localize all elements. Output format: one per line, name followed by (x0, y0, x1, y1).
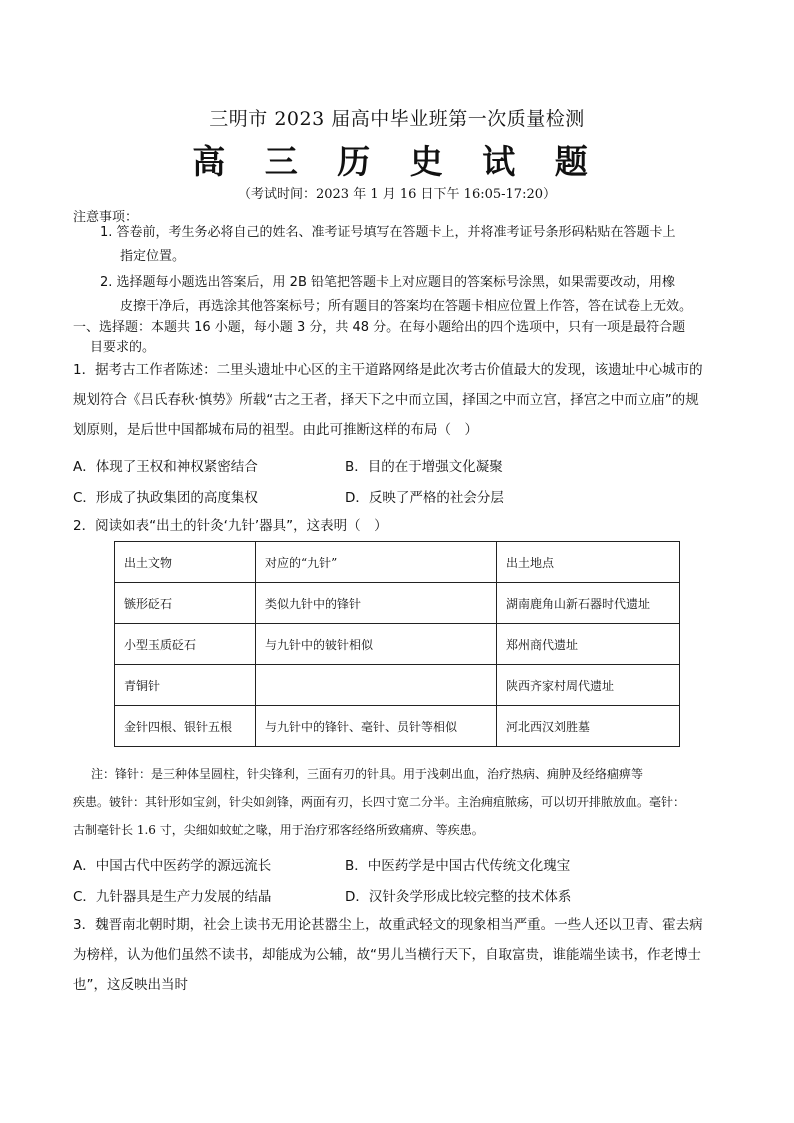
acupuncture-table (114, 541, 680, 747)
table-cell: 与九针中的锋针、毫针、员针等相似 (256, 706, 497, 747)
q2-option-c: C．九针器具是生产力发展的结晶 (73, 889, 272, 905)
table-header-cell: 出土文物 (115, 542, 256, 583)
table-cell: 小型玉质砭石 (115, 624, 256, 665)
notice-item-text: 选择题每小题选出答案后，用 2B 铅笔把答题卡上对应题目的答案标号涂黑，如果需要改动，用橡 (116, 275, 676, 290)
question-3-stem (73, 910, 728, 1000)
table-row (115, 665, 680, 706)
table-cell: 金针四根、银针五根 (115, 706, 256, 747)
q1-option-c: C．形成了执政集团的高度集权 (73, 490, 258, 506)
q1-option-b: B．目的在于增强文化凝聚 (345, 459, 503, 475)
table-header-cell: 对应的“九针” (256, 542, 497, 583)
table-row (115, 706, 680, 747)
q1-option-a: A．体现了王权和神权紧密结合 (73, 459, 258, 475)
page-title: 高 三 历 史 试 题 (192, 142, 602, 181)
section-heading (73, 318, 728, 358)
notice-item-text: 答卷前，考生务必将自己的姓名、准考证号填写在答题卡上，并将准考证号条形码粘贴在答题卡上 (116, 225, 676, 240)
table-cell: 与九针中的铍针相似 (256, 624, 497, 665)
table-note (73, 760, 728, 844)
notice-item-number: 2. (100, 275, 113, 290)
table-header-row (115, 542, 680, 583)
exam-time: （考试时间：2023 年 1 月 16 日下午 16:05-17:20） (237, 187, 556, 202)
notice-item-text-cont: 指定位置。 (120, 249, 186, 264)
exam-subtitle: 三明市 2023 届高中毕业班第一次质量检测 (209, 108, 585, 130)
q2-option-d: D．汉针灸学形成比较完整的技术体系 (345, 889, 572, 905)
table-row (115, 624, 680, 665)
table-cell: 河北西汉刘胜墓 (497, 706, 680, 747)
table-cell: 陕西齐家村周代遗址 (497, 665, 680, 706)
stem-line: 也”，这反映出当时 (73, 977, 188, 993)
table-header-cell: 出土地点 (497, 542, 680, 583)
q2-option-b: B．中医药学是中国古代传统文化瑰宝 (345, 858, 571, 874)
section-heading-line: 目要求的。 (90, 340, 156, 355)
q1-option-d: D．反映了严格的社会分层 (345, 490, 504, 506)
notice-heading: 注意事项： (73, 210, 139, 225)
stem-line: 规划符合《吕氏春秋·慎势》所载“古之王者，择天下之中而立国，择国之中而立宫，择宫之中而立庙”的规 (73, 392, 699, 408)
note-line: 疾患。铍针：其针形如宝剑，针尖如剑锋，两面有刃，长四寸宽二分半。主治痈疽脓疡，可以切开排脓放血。毫针： (73, 795, 686, 809)
table-row (115, 583, 680, 624)
notice-item-2 (100, 271, 725, 319)
section-heading-line: 一、选择题：本题共 16 小题，每小题 3 分，共 48 分。在每小题给出的四个选项中，只有一项是最符合题 (73, 320, 686, 335)
table-cell: 镞形砭石 (115, 583, 256, 624)
table-cell: 湖南鹿角山新石器时代遗址 (497, 583, 680, 624)
stem-line: 为榜样，认为他们虽然不读书，却能成为公辅，故“男儿当横行天下，自取富贵，谁能端坐读书，作老博士 (73, 947, 701, 963)
notice-item-text-cont: 皮擦干净后，再选涂其他答案标号；所有题目的答案均在答题卡相应位置上作答，答在试卷上无效。 (120, 299, 693, 314)
notice-item-number: 1. (100, 225, 113, 240)
stem-line: 1．据考古工作者陈述：二里头遗址中心区的主干道路网络是此次考古价值最大的发现，该遗址中心城市的 (73, 362, 703, 378)
table-cell: 类似九针中的锋针 (256, 583, 497, 624)
notice-item-1 (100, 221, 725, 269)
note-line: 古制毫针长 1.6 寸，尖细如蚊虻之喙，用于治疗邪客经络所致痛痹、等疾患。 (73, 823, 484, 837)
q2-option-a: A．中国古代中医药学的源远流长 (73, 858, 272, 874)
question-2-stem: 2．阅读如表“出土的针灸‘九针’器具”，这表明（ ） (73, 518, 388, 534)
question-1-stem (73, 355, 728, 445)
table-cell: 青铜针 (115, 665, 256, 706)
stem-line: 划原则，是后世中国都城布局的祖型。由此可推断这样的布局（ ） (73, 422, 478, 438)
table-cell (256, 665, 497, 706)
table-cell: 郑州商代遗址 (497, 624, 680, 665)
stem-line: 3．魏晋南北朝时期，社会上读书无用论甚嚣尘上，故重武轻文的现象相当严重。一些人还以卫青、霍去病 (73, 917, 703, 933)
note-line: 注：锋针：是三种体呈圆柱，针尖锋利，三面有刃的针具。用于浅刺出血，治疗热病、痈肿及经络痼痹等 (91, 767, 644, 781)
